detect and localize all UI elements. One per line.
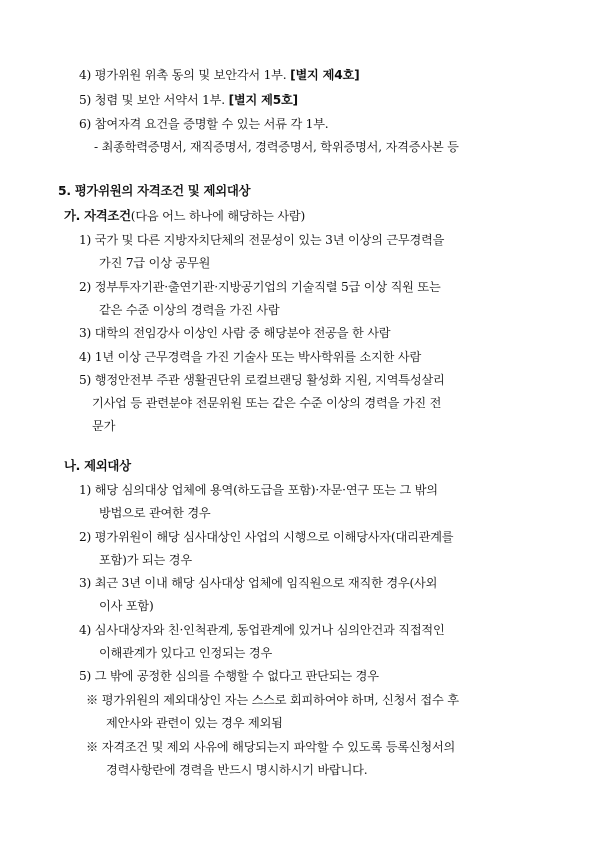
item-number: 5) (79, 93, 92, 107)
subsection-note: (다음 어느 하나에 해당하는 사람) (130, 209, 306, 223)
reference-mark: ※ (86, 693, 98, 707)
item-text-continued: 포함)가 되는 경우 (99, 553, 192, 567)
item-text: 참여자격 요건을 증명할 수 있는 서류 각 1부. (94, 117, 329, 131)
note-item (86, 692, 459, 708)
item-text: 평가위원이 해당 심사대상인 사업의 시행으로 이해당사자(대리관계를 (94, 530, 454, 544)
item-text: 청렴 및 보안 서약서 1부. (94, 93, 229, 107)
note-text-continued: 제안사와 관련이 있는 경우 제외됨 (106, 716, 283, 730)
list-item (79, 372, 445, 388)
item-number: 1) (79, 233, 92, 247)
item-text: 평가위원 위촉 동의 및 보안각서 1부. (94, 68, 291, 82)
list-item (79, 67, 359, 83)
item-number: 5) (79, 669, 92, 683)
item-text: 국가 및 다른 지방자치단체의 전문성이 있는 3년 이상의 근무경력을 (94, 233, 445, 247)
list-item (79, 232, 444, 248)
item-number: 6) (79, 117, 92, 131)
item-text-continued: 이사 포함) (99, 599, 154, 613)
item-number: 2) (79, 530, 92, 544)
item-number: 2) (79, 280, 92, 294)
item-number: 4) (79, 68, 92, 82)
subsection-label: 나. 제외대상 (64, 458, 131, 473)
item-number: 1) (79, 483, 92, 497)
note-text: 자격조건 및 제외 사유에 해당되는지 파악할 수 있도록 등록신청서의 (101, 740, 456, 754)
form-reference: [별지 제4호] (290, 68, 360, 82)
list-item (79, 482, 438, 498)
item-text-continued: 기사업 등 관련분야 전문위원 또는 같은 수준 이상의 경력을 가진 전 (92, 396, 442, 410)
item-text: 해당 심의대상 업체에 용역(하도급을 포함)·자문·연구 또는 그 밖의 (94, 483, 438, 497)
list-item (79, 349, 421, 365)
item-number: 4) (79, 350, 92, 364)
item-number: 3) (79, 576, 92, 590)
list-item (79, 116, 329, 132)
item-number: 5) (79, 373, 92, 387)
item-number: 4) (79, 623, 92, 637)
item-text: 행정안전부 주관 생활권단위 로컬브랜딩 활성화 지원, 지역특성살리 (94, 373, 445, 387)
list-item (79, 622, 445, 638)
document-list-note: - 최종학력증명서, 재직증명서, 경력증명서, 학위증명서, 자격증사본 등 (94, 140, 459, 154)
form-reference: [별지 제5호] (228, 93, 298, 107)
list-item (79, 529, 453, 545)
item-text: 정부투자기관·출연기관·지방공기업의 기술직렬 5급 이상 직원 또는 (94, 280, 441, 294)
item-text: 1년 이상 근무경력을 가진 기술사 또는 박사학위를 소지한 사람 (94, 350, 422, 364)
reference-mark: ※ (86, 740, 98, 754)
item-text-continued: 방법으로 관여한 경우 (99, 506, 211, 520)
item-text: 심사대상자와 친·인척관계, 동업관계에 있거나 심의안건과 직접적인 (94, 623, 445, 637)
item-text-continued: 문가 (92, 419, 116, 433)
list-item (79, 668, 379, 684)
item-text-continued: 가진 7급 이상 공무원 (99, 256, 211, 270)
note-item (86, 739, 455, 755)
list-item (79, 325, 390, 341)
item-number: 3) (79, 326, 92, 340)
item-text: 그 밖에 공정한 심의를 수행할 수 없다고 판단되는 경우 (94, 669, 379, 683)
list-item (79, 575, 437, 591)
item-text-continued: 이해관계가 있다고 인정되는 경우 (99, 646, 273, 660)
subsection-label: 가. 자격조건 (64, 208, 131, 223)
list-item (79, 92, 298, 108)
note-text-continued: 경력사항란에 경력을 반드시 명시하시기 바랍니다. (106, 763, 368, 777)
item-text: 최근 3년 이내 해당 심사대상 업체에 임직원으로 재직한 경우(사외 (94, 576, 438, 590)
item-text-continued: 같은 수준 이상의 경력을 가진 사람 (99, 303, 280, 317)
subsection-heading (64, 208, 305, 224)
list-item (79, 279, 441, 295)
item-text: 대학의 전임강사 이상인 사람 중 해당분야 전공을 한 사람 (94, 326, 391, 340)
section-heading: 5. 평가위원의 자격조건 및 제외대상 (58, 183, 251, 198)
note-text: 평가위원의 제외대상인 자는 스스로 회피하여야 하며, 신청서 접수 후 (101, 693, 459, 707)
